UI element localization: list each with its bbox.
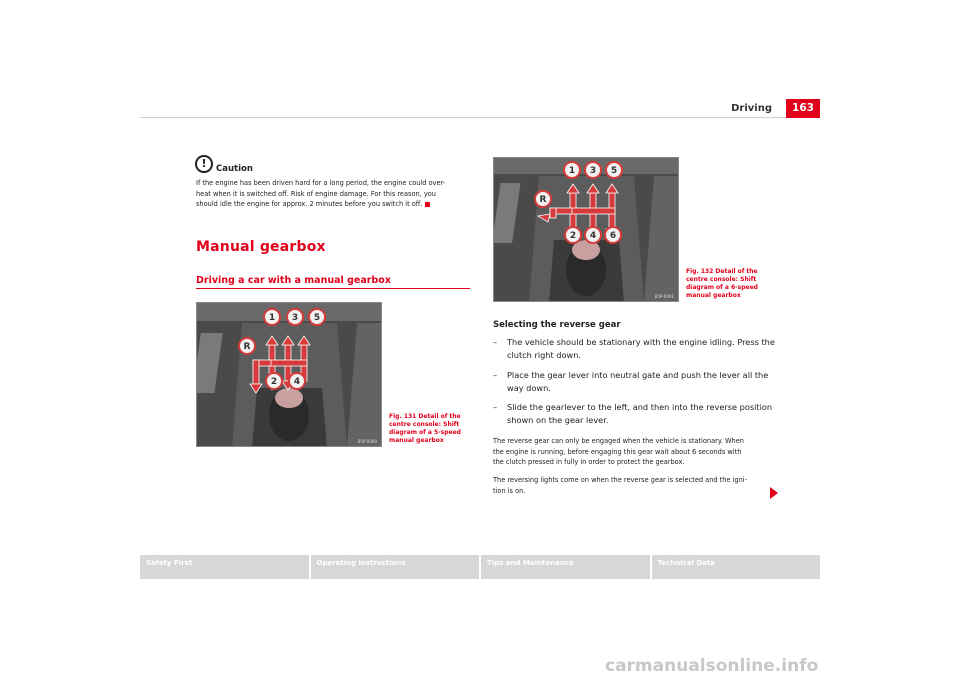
step-item: – Place the gear lever into neutral gate and push the lever all the way down. xyxy=(493,369,778,395)
step-text: Place the gear lever into neutral gate and push the lever all the way down. xyxy=(507,370,769,393)
tab-safety-first[interactable]: Safety First xyxy=(140,555,309,579)
figure-code: B5P-0091 xyxy=(654,294,674,299)
caution-title: Caution xyxy=(216,164,253,174)
svg-text:2: 2 xyxy=(270,377,278,387)
centre-console-illustration xyxy=(197,303,382,447)
figure-6-speed-shift-diagram xyxy=(493,157,679,302)
svg-text:4: 4 xyxy=(589,231,597,241)
footer-nav xyxy=(140,555,820,579)
figure-5-speed-shift-diagram xyxy=(196,302,382,447)
note-line: The reversing lights come on when the reverse gear is selected and the igni- xyxy=(493,476,747,484)
tab-operating-instructions[interactable]: Operating instructions xyxy=(311,555,480,579)
figure-131-caption xyxy=(389,413,469,445)
section-heading: Manual gearbox xyxy=(196,239,326,255)
section-title: Driving xyxy=(731,103,772,114)
caption-line: manual gearbox xyxy=(389,437,444,444)
svg-text:5: 5 xyxy=(313,313,321,323)
reversing-lights-note xyxy=(493,475,776,496)
page-number: 163 xyxy=(786,99,820,118)
figure-132-caption xyxy=(686,268,766,300)
tab-technical-data[interactable]: Technical Data xyxy=(652,555,821,579)
caution-line: heat when it is switched off. Risk of engine damage. For this reason, you xyxy=(196,189,436,198)
step-item: – Slide the gearlever to the left, and then into the reverse position shown on the gear lever. xyxy=(493,401,778,427)
caution-line: If the engine has been driven hard for a long period, the engine could over- xyxy=(196,179,446,187)
svg-text:1: 1 xyxy=(568,166,576,176)
svg-text:R: R xyxy=(539,195,547,205)
caption-line: Fig. 132 Detail of the xyxy=(686,268,758,275)
svg-text:5: 5 xyxy=(610,166,618,176)
subsection-heading: Driving a car with a manual gearbox xyxy=(196,275,391,286)
note-line: tion is on. xyxy=(493,486,526,495)
svg-text:3: 3 xyxy=(291,313,299,323)
svg-text:6: 6 xyxy=(609,231,617,241)
caption-line: centre console: Shift xyxy=(389,421,460,428)
note-line: The reverse gear can only be engaged when the vehicle is stationary. When xyxy=(493,437,744,445)
next-page-arrow-icon[interactable] xyxy=(770,487,778,499)
caption-line: diagram of a 5-speed xyxy=(389,429,461,436)
reverse-gear-heading: Selecting the reverse gear xyxy=(493,320,621,330)
note-line: the engine is running, before engaging this gear wait about 6 seconds with xyxy=(493,447,742,456)
step-text: The vehicle should be stationary with the engine idling. Press the clutch right down. xyxy=(507,337,775,360)
svg-text:2: 2 xyxy=(569,231,577,241)
exclamation-icon: ! xyxy=(195,155,213,173)
svg-text:R: R xyxy=(243,342,251,352)
svg-text:1: 1 xyxy=(268,313,276,323)
caution-text xyxy=(196,178,474,210)
watermark: carmanualsonline.info xyxy=(605,656,819,676)
step-text: Slide the gearlever to the left, and then into the reverse position shown on the gear lever. xyxy=(507,402,773,425)
caption-line: manual gearbox xyxy=(686,292,741,299)
svg-text:4: 4 xyxy=(293,377,301,387)
tab-tips-and-maintenance[interactable]: Tips and Maintenance xyxy=(481,555,650,579)
caption-line: diagram of a 6-speed xyxy=(686,284,758,291)
header-rule xyxy=(140,117,820,118)
caution-line: should idle the engine for approx. 2 minutes before you switch it off. xyxy=(196,199,474,210)
caption-line: Fig. 131 Detail of the xyxy=(389,413,461,420)
svg-text:3: 3 xyxy=(589,166,597,176)
heading-rule xyxy=(196,288,470,289)
end-square-icon xyxy=(425,202,430,207)
figure-code: B5P-0090 xyxy=(357,439,377,444)
note-line: the clutch pressed in fully in order to protect the gearbox. xyxy=(493,458,685,466)
reverse-note xyxy=(493,436,776,468)
centre-console-illustration xyxy=(494,158,679,302)
step-item: – The vehicle should be stationary with the engine idling. Press the clutch right down. xyxy=(493,336,778,362)
caption-line: centre console: Shift xyxy=(686,276,757,283)
